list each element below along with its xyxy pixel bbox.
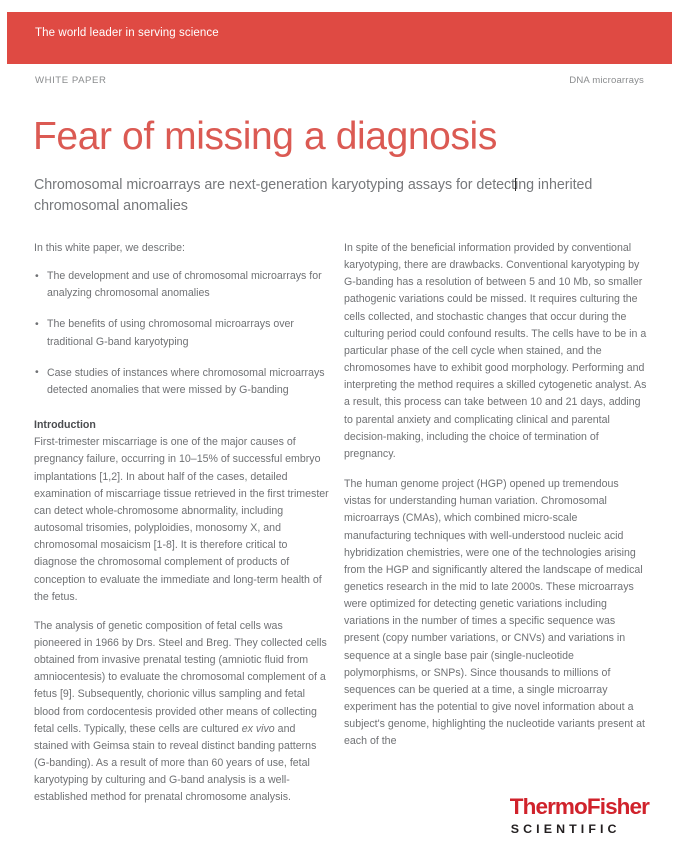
brand-tagline: The world leader in serving science (35, 27, 219, 39)
intro-paragraph-1: First-trimester miscarriage is one of the major causes of pregnancy failure, occurring in 10–15% of successful embryo implantations [1,2]. In about half of the cases, detailed examination of miscarriage tissue retrieved in the first trimester can detect whole-chromosome abnormality, including autosomal trisomies, polyploidies, monosomy X, and chromosomal mosaicism [1-8]. It is therefore critical to diagnose the chromosomal complement of products of conception to evaluate the immediate and long-term health of the fetus. (34, 436, 329, 603)
page-subtitle (34, 175, 634, 217)
page-subtitle-part-1: Chromosomal microarrays are next-generation karyotyping assays for detect (34, 177, 516, 193)
document-type-label: WHITE PAPER (35, 75, 107, 86)
document-meta-row (35, 75, 644, 86)
intro-paragraph-2 (34, 618, 331, 807)
list-item: • The development and use of chromosomal microarrays for analyzing chromosomal anomalies (34, 268, 331, 302)
topics-bullet-list (34, 268, 331, 399)
right-paragraph-1: In spite of the beneficial information provided by conventional karyotyping, there are drawbacks. Conventional karyotyping by G-banding has a resolution of between 5 and 10 Mb, so smaller pathogenic variations could be missed. It requires culturing the cells collected, and stochastic changes that occur during the culturing period could confound results. The cells have to be in a particular phase of the cell cycle when stained, and the chromosomes have to exhibit good morphology. Performing and interpreting the method requires a skilled cytogenetic analyst. As a result, this process can take between 10 and 21 days, adding to parental anxiety and complicating clinical and parental decision-making, including the choice of termination of pregnancy. (344, 242, 647, 460)
intro-paragraph-2-part-2: and stained with Geimsa stain to reveal distinct banding patterns (G-banding). As a result of more than 60 years of use, fetal karyotyping by culturing and G-band analysis is a well-established method for prenatal chromosome analysis. (34, 722, 317, 804)
left-column (34, 240, 331, 807)
logo-subwordmark: SCIENTIFIC (510, 821, 621, 836)
right-column (344, 240, 647, 807)
intro-paragraph-2-italic-term: ex vivo (241, 722, 275, 735)
document-category-label: DNA microarrays (569, 75, 644, 86)
body-columns (34, 240, 647, 807)
lead-in-text: In this white paper, we describe: (34, 242, 185, 254)
intro-paragraph-2-part-1: The analysis of genetic composition of fetal cells was pioneered in 1966 by Drs. Steel and Breg. They collected cells obtained from invasive prenatal testing (amniotic fluid from amniocentesis) to evaluate the chromosomal complement of a fetus [9]. Subsequently, chorionic villus sampling and fetal blood from cordocentesis provided other means of collecting fetal cells. Typically, these cells are cultured (34, 619, 327, 735)
right-paragraph-2: The human genome project (HGP) opened up tremendous vistas for understanding human variation. Chromosomal microarrays (CMAs), which combined micro-scale manufacturing techniques with well-understood nucleic acid hybridization chemistries, were one of the technologies arising from the HGP and significantly altered the landscape of medical genetics research in the mid to late 2000s. These microarrays were optimized for detecting genetic variations including variations in the number of times a specific sequence was present (copy number variations, or CNVs) and variations in sequence at a single base pair (single-nucleotide polymorphisms, or SNPs). Since thousands to millions of sequences can be queried at a time, a single microarray experiment has the potential to give novel information about a subject's genome, highlighting the nucleotide variants present at each of the (344, 478, 645, 748)
brand-band (7, 12, 672, 64)
thermo-fisher-logo (510, 796, 649, 835)
logo-wordmark: ThermoFisher (509, 794, 649, 820)
section-heading-introduction: Introduction (34, 419, 96, 432)
list-item: • The benefits of using chromosomal microarrays over traditional G-band karyotyping (34, 316, 331, 350)
list-item: • Case studies of instances where chromosomal microarrays detected anomalies that were missed by G-banding (34, 365, 331, 399)
page-title: Fear of missing a diagnosis (33, 115, 497, 158)
page-subtitle-part-2: ing inherited chromosomal anomalies (34, 177, 593, 215)
